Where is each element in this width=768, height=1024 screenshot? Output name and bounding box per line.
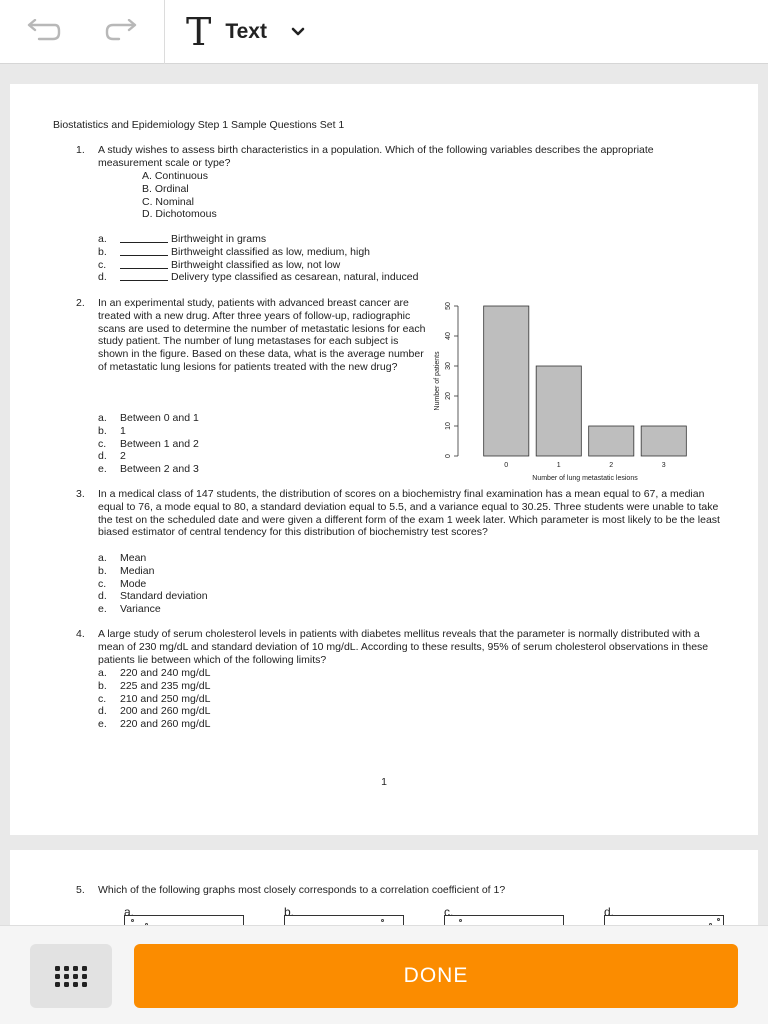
undo-button[interactable] <box>0 0 82 64</box>
x-axis-label: Number of lung metastatic lesions <box>532 475 638 482</box>
scatter-point <box>459 919 462 922</box>
bar <box>589 426 634 456</box>
answer-option[interactable]: e. Variance <box>98 603 161 616</box>
y-tick-label: 40 <box>445 332 452 340</box>
scale-option: A. Continuous <box>142 170 208 182</box>
scatter-point <box>381 919 384 922</box>
answer-option[interactable]: b. 1 <box>98 424 126 437</box>
variable-list <box>98 233 518 284</box>
redo-button[interactable] <box>82 0 164 64</box>
lung-lesion-bar-chart <box>428 296 698 486</box>
scale-option: C. Nominal <box>142 195 194 208</box>
answer-option[interactable]: e. 220 and 260 mg/dL <box>98 718 211 731</box>
question-text: A large study of serum cholesterol levels in patients with diabetes mellitus reveals that the parameter is normally distributed with a mean of 230 mg/dL and standard deviation of 10 mg/dL. According to these results, 95% of serum cholesterol observations in these patients lie between which of the following limits? <box>98 628 709 666</box>
x-tick-label: 3 <box>661 462 666 469</box>
text-mode-dropdown[interactable] <box>186 0 356 64</box>
question-number: 2. <box>76 297 85 309</box>
document-page-1[interactable] <box>10 84 758 835</box>
answer-blank[interactable] <box>120 261 168 269</box>
answer-options <box>98 552 298 616</box>
redo-arrow-icon <box>103 19 143 45</box>
question-number: 1. <box>76 144 85 156</box>
question-number: 3. <box>76 488 85 500</box>
chevron-down-icon <box>291 27 305 37</box>
question-text: In an experimental study, patients with advanced breast cancer are treated with a new drug. After three years of follow-up, radiographic scans are used to determine the number of metastatic lesions for each study patient. The number of lung metastases for each subject is shown in the figure. Based on these data, what is the average number of metastatic lung lesions for patients treated with the new drug? <box>98 297 426 373</box>
bar <box>536 366 581 456</box>
answer-options <box>98 667 298 731</box>
scatter-point <box>717 918 720 921</box>
graph-label: d. <box>604 905 615 919</box>
answer-option[interactable]: d. 200 and 260 mg/dL <box>98 705 211 718</box>
page-number: 1 <box>381 776 387 788</box>
answer-options <box>98 412 298 476</box>
y-tick-label: 20 <box>445 392 452 400</box>
variable-item: c. Birthweight classified as low, not low <box>98 258 341 271</box>
y-tick-label: 30 <box>445 362 452 370</box>
text-tool-icon: T <box>186 10 212 54</box>
answer-option[interactable]: d. Standard deviation <box>98 590 208 603</box>
variable-item: b. Birthweight classified as low, medium, high <box>98 245 371 258</box>
answer-option[interactable]: c. Mode <box>98 577 147 590</box>
scatter-point <box>131 919 134 922</box>
keyboard-toggle-button[interactable] <box>30 944 112 1008</box>
x-tick-label: 1 <box>556 462 561 469</box>
x-tick-label: 2 <box>609 462 614 469</box>
answer-option[interactable]: a. 220 and 240 mg/dL <box>98 667 211 679</box>
bar <box>484 306 529 456</box>
answer-option[interactable]: b. 225 and 235 mg/dL <box>98 679 211 692</box>
y-tick-label: 0 <box>445 454 452 458</box>
answer-blank[interactable] <box>120 248 168 256</box>
document-title: Biostatistics and Epidemiology Step 1 Sample Questions Set 1 <box>53 119 345 131</box>
scale-option: B. Ordinal <box>142 182 189 195</box>
graph-label: c. <box>444 905 454 919</box>
y-tick-label: 50 <box>445 302 452 310</box>
question-text: A study wishes to assess birth characteristics in a population. Which of the following variables describes the appropriate measurement scale or type? <box>98 144 654 169</box>
scale-option: D. Dichotomous <box>142 208 217 221</box>
graph-label: a. <box>124 905 135 919</box>
answer-blank[interactable] <box>120 273 168 281</box>
question-number: 5. <box>76 884 85 896</box>
answer-option[interactable]: a. Between 0 and 1 <box>98 412 199 424</box>
editor-toolbar <box>0 0 768 64</box>
answer-option[interactable]: b. Median <box>98 564 155 577</box>
bottom-action-bar <box>0 925 768 1024</box>
answer-blank[interactable] <box>120 235 168 243</box>
answer-option[interactable]: a. Mean <box>98 552 147 564</box>
answer-option[interactable]: c. 210 and 250 mg/dL <box>98 692 211 705</box>
text-mode-label: Text <box>225 20 267 43</box>
y-tick-label: 10 <box>445 422 452 430</box>
answer-option[interactable]: e. Between 2 and 3 <box>98 463 199 476</box>
toolbar-divider <box>164 0 165 64</box>
question-number: 4. <box>76 628 85 640</box>
x-tick-label: 0 <box>504 462 509 469</box>
keyboard-grid-icon <box>54 965 88 987</box>
question-text: Which of the following graphs most closely corresponds to a correlation coefficient of 1? <box>98 884 506 896</box>
measurement-scale-list <box>142 170 217 221</box>
question-text: In a medical class of 147 students, the distribution of scores on a biochemistry final examination has a mean equal to 67, a median equal to 76, a mode equal to 80, a standard deviation equal to 5.5, and a variance equal to 30.25. Three students were unable to take the test on the scheduled date and were given a different form of the exam 1 week later. Which parameter is most likely to be the least biased estimator of central tendency for this distribution of biochemistry test scores? <box>98 488 720 539</box>
graph-label: b. <box>284 905 295 919</box>
answer-option[interactable]: d. 2 <box>98 450 126 463</box>
answer-option[interactable]: c. Between 1 and 2 <box>98 437 199 450</box>
undo-arrow-icon <box>21 19 61 45</box>
variable-item: a. Birthweight in grams <box>98 233 267 245</box>
bar <box>641 426 686 456</box>
done-button[interactable]: DONE <box>134 944 738 1008</box>
variable-item: d. Delivery type classified as cesarean, natural, induced <box>98 271 419 284</box>
y-axis-label: Number of patients <box>434 351 441 411</box>
